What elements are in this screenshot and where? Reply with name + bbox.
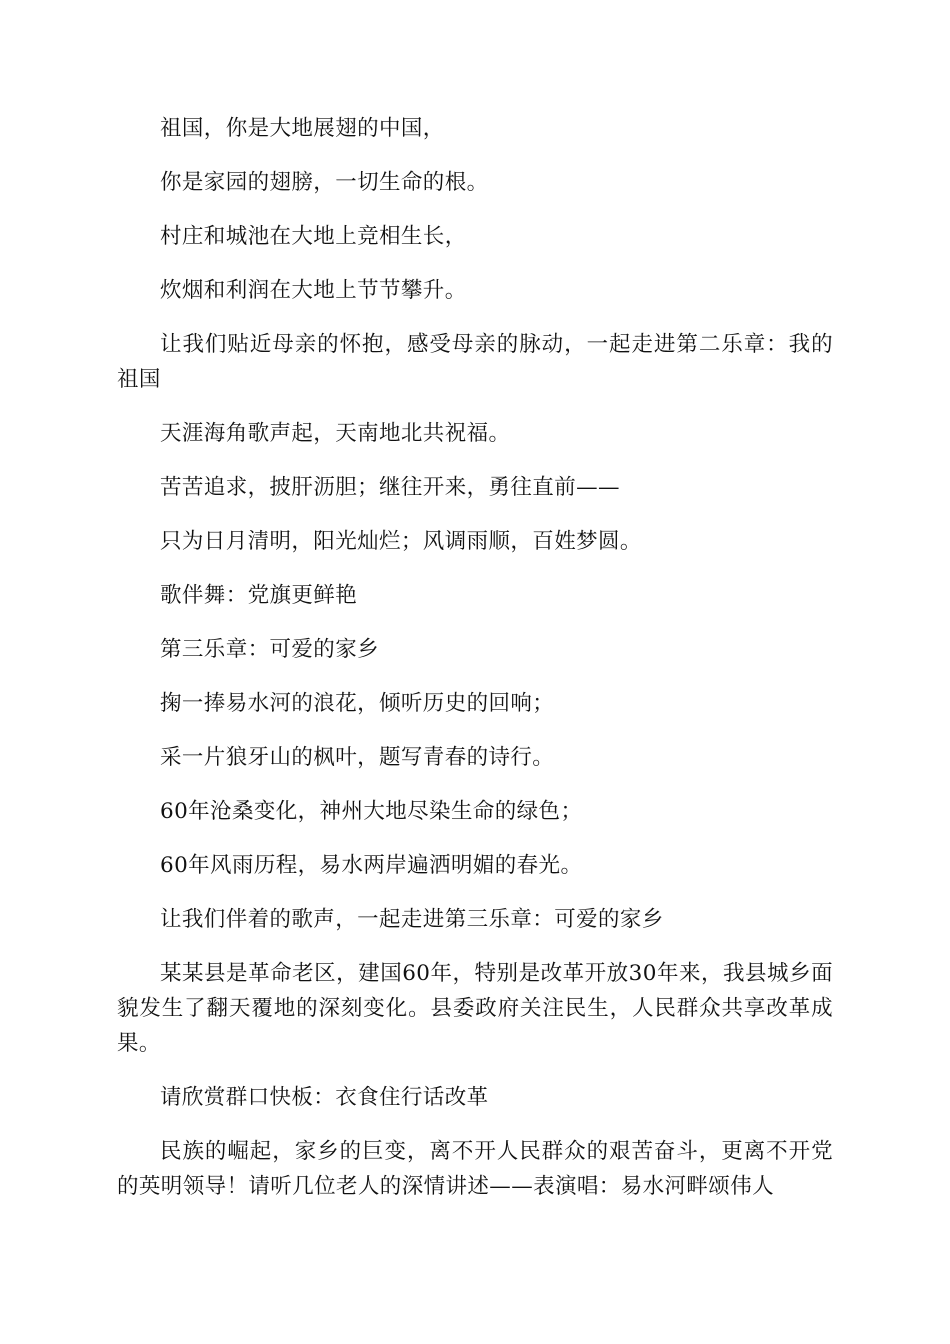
paragraph: 歌伴舞：党旗更鲜艳 [160, 583, 358, 608]
paragraph: 60年风雨历程，易水两岸遍洒明媚的春光。 [160, 853, 583, 878]
paragraph: 60年沧桑变化，神州大地尽染生命的绿色； [160, 799, 583, 824]
paragraph: 只为日月清明，阳光灿烂；风调雨顺，百姓梦圆。 [160, 529, 642, 554]
paragraph: 天涯海角歌声起，天南地北共祝福。 [160, 421, 511, 446]
paragraph: 让我们贴近母亲的怀抱，感受母亲的脉动，一起走进第二乐章：我的祖国 [117, 332, 833, 392]
paragraph: 采一片狼牙山的枫叶，题写青春的诗行。 [160, 745, 555, 770]
paragraph: 民族的崛起，家乡的巨变，离不开人民群众的艰苦奋斗，更离不开党的英明领导！请听几位老人的深情讲述——表演唱：易水河畔颂伟人 [117, 1139, 833, 1199]
paragraph: 祖国，你是大地展翅的中国， [160, 116, 445, 141]
document-body [117, 111, 833, 1204]
paragraph: 掬一捧易水河的浪花，倾听历史的回响； [160, 691, 555, 716]
section-heading: 第三乐章：可爱的家乡 [160, 637, 380, 662]
paragraph: 请欣赏群口快板：衣食住行话改革 [160, 1085, 489, 1110]
paragraph: 炊烟和利润在大地上节节攀升。 [160, 278, 467, 303]
paragraph: 村庄和城池在大地上竞相生长， [160, 224, 467, 249]
paragraph: 某某县是革命老区，建国60年，特别是改革开放30年来，我县城乡面貌发生了翻天覆地的深刻变化。县委政府关注民生，人民群众共享改革成果。 [117, 961, 833, 1056]
paragraph: 你是家园的翅膀，一切生命的根。 [160, 170, 489, 195]
paragraph: 让我们伴着的歌声，一起走进第三乐章：可爱的家乡 [160, 907, 664, 932]
paragraph: 苦苦追求，披肝沥胆；继往开来，勇往直前—— [160, 475, 620, 500]
